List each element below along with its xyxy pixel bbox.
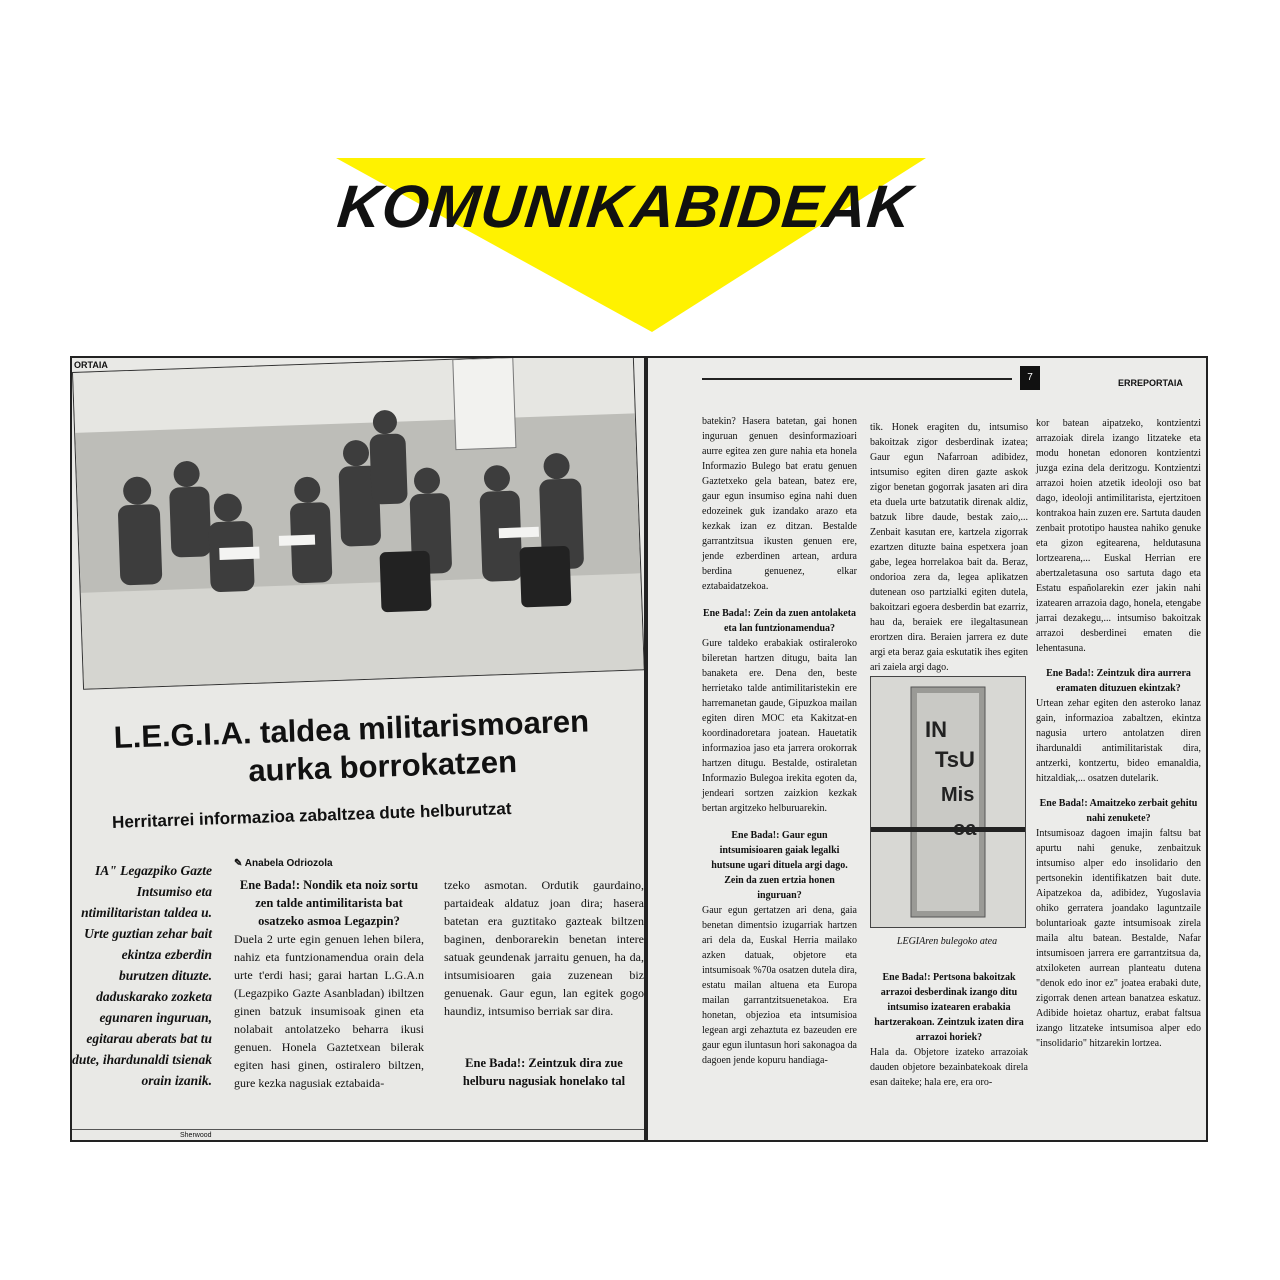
interview-answer: batekin? Hasera batetan, gai honen inguruan genuen desinformazioari aurre egitea zen gure nahia eta honela Informazio Bulego bat eratu genuen Gaztetxeko gela batean, batez ere, gaur egun insumiso egina nahi duen edozeinek guk izandako arazo eta kezkak izan ez ditzan. Bestalde garrantzitsua ikusten genuen ere, jende ezberdinen artean, ardura berdina genuenez, elkar eztabaidatzekoa. (702, 416, 857, 592)
right-magazine-page (646, 356, 1208, 1142)
interview-answer: Duela 2 urte egin genuen lehen bilera, nahiz eta funtzionamendua orain dela urte t'erdi hasi; garai hartan L.G.A.n (Legazpiko Gazte Asanbladan) ibiltzen ginen batzuk insumisoak ginen eta nolabait antolatzeko beharra ikusi genuen. Honela Gaztetxean bilerak egiten hasi ginen, ostiralero biltzen, gure kezka nagusiak eztabaida- (234, 932, 424, 1090)
door-lettering-line: Mis (941, 784, 975, 806)
interview-answer: kor batean aipatzeko, kontzientzi arrazoiak direla izango litzateke eta modu honetan edonoren kontzientzi juzga ezina dela deritzogu. Kontzientzi arrazoi hoien atzetik ideoloji oso bat dago, ideoloji antimilitarista, ejertzitoen kontrakoa hain zuzen ere. Sartuta dauden zenbait prototipo haustea nahiko genuke eta gizon egitearena, heldutasuna lortzearena,... Euskal Herrian ere abertzaletasuna oso sartuta dago eta Estatu españolarekin ezer jakin nahi izatearen arrazoia dago, honela, etengabe jarrai dezakegu,... intsumiso bakoitzak arrazoi desberdinei ematen die lehentasuna. (1036, 418, 1201, 654)
interview-question: Ene Bada!: Pertsona bakoitzak arrazoi desberdinak izango ditu intsumiso izatearen erabakia hartzerakoan. Zeintzuk izaten dira arrazoi horiek? (874, 972, 1024, 1043)
article-headline (71, 700, 646, 797)
article-subheadline: Herritarrei informazioa zabaltzea dute helburutzat (111, 799, 512, 832)
right-column-1 (702, 414, 857, 1068)
page-number: 7 (1020, 366, 1040, 390)
right-column-3 (1036, 416, 1201, 1051)
headline-line-1: L.E.G.I.A. taldea militarismoaren (113, 703, 590, 755)
door-lettering-line: oa (953, 818, 977, 840)
interview-question: Ene Bada!: Gaur egun intsumisioaren gaiak legalki hutsune ugari dituela argi dago. Zein da zuen ertzia honen inguruan? (711, 830, 848, 901)
interview-answer: Gure taldeko erabakiak ostiraleroko bileretan hartzen ditugu, baita lan banaketa ere. Dena den, beste herrietako talde antimilitaristekin ere harremanetan gaude, Gipuzkoa mailan egiten diren MOC eta Kakitzat-en koordinadoretara joatean. Hauetatik informazioa jaso eta jarrera orokorrak hartzen ditugu. Bestalde, ostiraletan Informazio Bulegoa irekita egoten da, jendeari sortzen zaizkion kezkak bertan argitzeko helburuarekin. (702, 638, 857, 814)
interview-question: Ene Bada!: Nondik eta noiz sortu zen talde antimilitarista bat osatzeko asmoa Legazpin? (239, 878, 419, 928)
photo-caption: LEGIAren bulegoko atea (896, 936, 998, 947)
interview-question: Ene Bada!: Zeintzuk dira aurrera eramaten dituzuen ekintzak? (1046, 668, 1191, 694)
group-photo (72, 356, 645, 690)
komunikabideak-banner (0, 0, 1280, 340)
interview-question: Ene Bada!: Zein da zuen antolaketa eta lan funtzionamendua? (702, 608, 857, 634)
section-label: ERREPORTAIA (1118, 378, 1183, 388)
interview-answer: Urtean zehar egiten den asteroko lanaz gain, informazioa zabaltzen, ekintza nagusia urtero antolatzen diren ihardunaldi antimilitaristak dira, antzerki, kontzertu, bideo emanaldia, hitzaldiak,... osatzen dutelarik. (1036, 698, 1201, 784)
photo-illustration (73, 356, 644, 689)
interview-answer: Hala da. Objetore izateko arrazoiak dauden objetore bezainbatekoak direla esan daiteke; hala ere, era oro- (870, 1047, 1028, 1088)
right-column-2-lower (870, 970, 1028, 1090)
left-magazine-page (70, 356, 646, 1142)
yellow-triangle (0, 0, 1280, 340)
interview-answer-continued: tzeko asmotan. Ordutik gaurdaino, partaideak aldatuz joan dira; hasera batetan era guztitako gazteak biltzen baginen, denborarekin benetan intere satuak geundenak jarraitu genuen, ha da, intsumisioaren gaia zuzenean biz genuenak. Gaur egun, lan egitek gogo haundiz, intsumiso berriak sar dira. (444, 878, 644, 1018)
door-lettering-line: TsU (935, 747, 975, 772)
header-rule (702, 378, 1012, 380)
headline-line-2: aurka borrokatzen (247, 743, 518, 789)
interview-answer: Intsumisoaz dagoen imajin faltsu bat apurtu nahi genuke, zenbaitzuk intsumiso alper edo insolidario den pertsonekin identifikatzen bait dute. Aipatzekoa da, adibidez, Yugoslavia ohiko gerratera joandako laguntzaile boluntarioak gazte intsumisoak zirela maila altu batean. Bestalde, Nafar intsumisoen jarrera ere garrantzitsua da, atxiloketen aurrean planteatu dutena "denok edo inor ez" joatea erabaki dute, zigorrak denen artean banatzea eskatuz. Adibide hoietaz ohartuz, erabat faltsua izango litzateke intsumisoa alper edo "insolidario" hitzarekin lortzea. (1036, 828, 1201, 1049)
interview-answer: tik. Honek eragiten du, intsumiso bakoitzak zigor desberdinak izatea; Gaur egun Nafarroan adibidez, intsumiso egiten diren gazte askok zigor benetan gogorrak jasaten ari dira eta duela urte batzutatik direnak aldiz, batzuk libre daude, bestak zaio,... Zenbait kasutan ere, kartzela zigorrak ezartzen dituzte baina espetxera joan gabe, legea horrelakoa bait da. Beraz, ondorioa zera da, legea aplikatzen dutenean oso partzialki egiten dutela, bakoitzari egoera desberdin bat ezarriz, hau da, beraiek ere ilegaltasunean erortzen dira. Beraien jarrera ez dute argi eta beraz gaia eskutatik ihes egiten ari zaiela argi dago. (870, 422, 1028, 673)
door-illustration (871, 677, 1025, 927)
article-intro: IA" Legazpiko Gazte Intsumiso eta ntimilitaristan taldea u. Urte guztian zehar bait ekintza ezberdin burutzen dituzte. daduskarako zozketa egunaren inguruan, egitarau aberats bat tu dute, ihardunaldi tsienak orain izanik. (72, 863, 212, 1088)
door-photo (870, 676, 1026, 928)
banner-title: KOMUNIKABIDEAK (334, 173, 916, 240)
section-label: ORTAIA (74, 360, 108, 370)
footer-ad: Sherwood (180, 1132, 212, 1139)
interview-answer: Gaur egun gertatzen ari dena, gaia benetan dimentsio izugarriak hartzen ari dela da, Euskal Herria mailako azken datuak, objetore eta intsumisoak %70a osatzen dutela dira, estatu mailan altuena eta Europa mailan garrantzitsuenetakoa. Era honetan, objezioa eta intsumisioa legean argi zehaztuta ez bazeuden ere gaur egun iluntasun hori sakonagoa da dagoen jende kopuru handiaga- (702, 905, 857, 1066)
door-lettering: IN (925, 717, 947, 742)
right-column-2 (870, 420, 1028, 675)
left-column-1 (234, 876, 424, 1092)
page-footer (72, 1129, 644, 1140)
left-column-2 (444, 876, 644, 1090)
byline-author: Anabela Odriozola (244, 858, 333, 869)
interview-question: Ene Bada!: Amaitzeko zerbait gehitu nahi zenukete? (1039, 798, 1198, 824)
interview-question: Ene Bada!: Zeintzuk dira zue helburu nagusiak honelako tal (462, 1056, 626, 1088)
byline: ✎ Anabela Odriozola (234, 858, 333, 869)
